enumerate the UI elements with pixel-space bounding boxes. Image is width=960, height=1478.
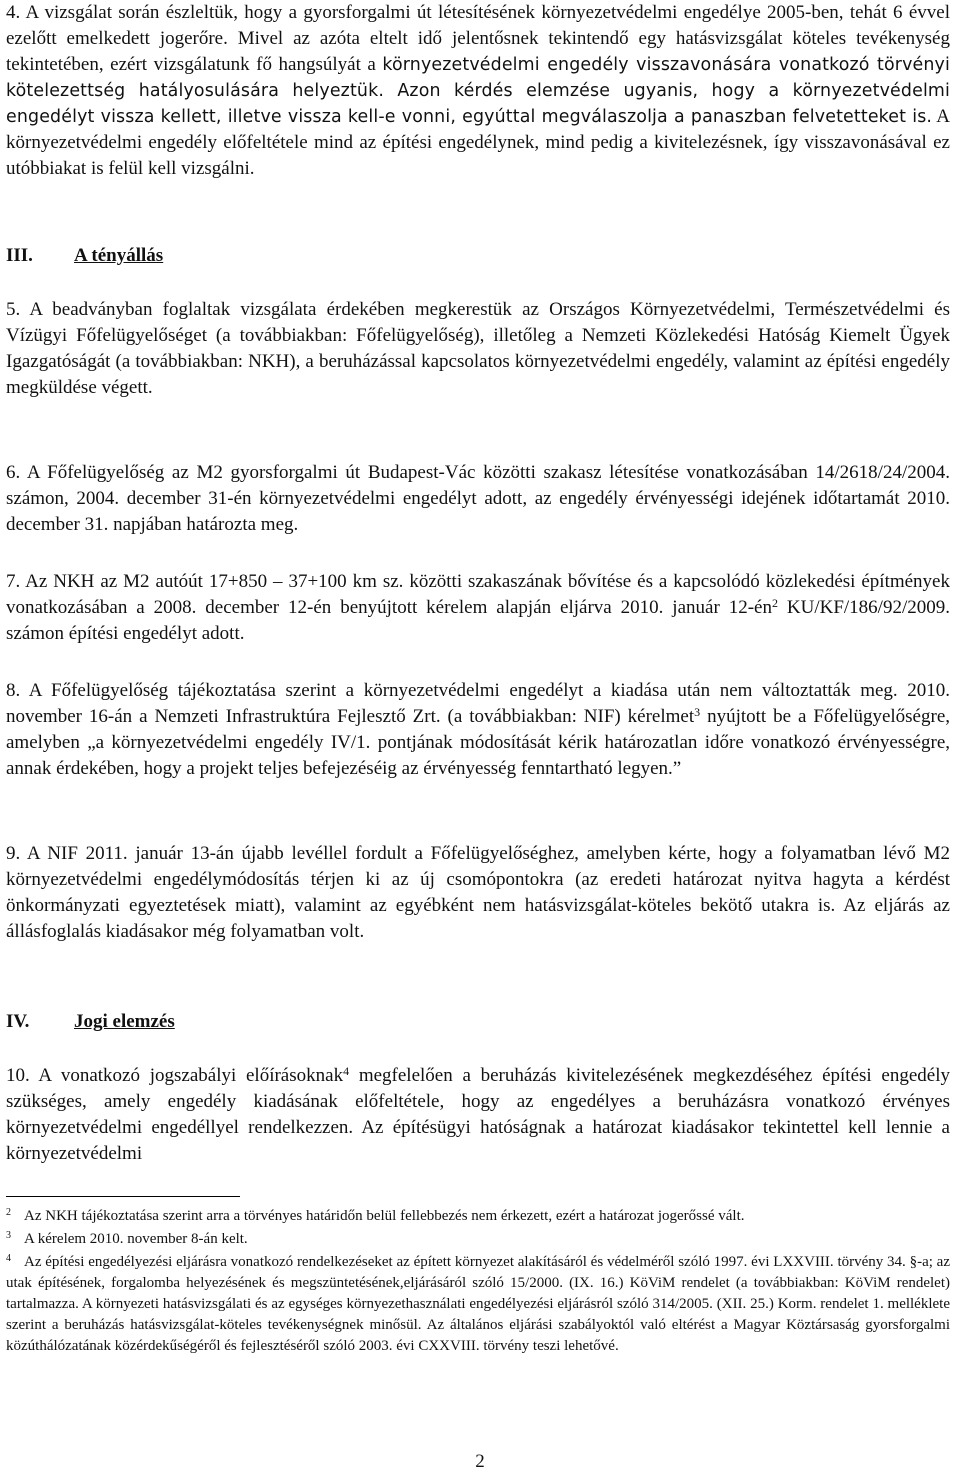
paragraph-8	[6, 678, 950, 782]
footnote-text: A kérelem 2010. november 8-án kelt.	[24, 1231, 248, 1247]
paragraph-10	[6, 1063, 950, 1167]
footnote-ref-2[interactable]: 2	[771, 596, 778, 610]
footnote-4: $^4$ Az építési engedélyezési eljárásra vonatkozó rendelkezéseket az épített környezet alakításáról és védelméről szóló 1997. évi LXXVIII. törvény 34. §-a; az utak építésének, forgalomba helyezésének és megszüntetésének,eljárásáról szóló 15/2000. (IX. 16.) KöViM rendelet (a továbbiakban: KöViM rendelet) tartalmazza. A környezeti hatásvizsgálati és az egységes környezethasználati engedélyezési eljárásról szóló 314/2005. (XII. 25.) Korm. rendelet 1. melléklete szerint a beruházás hatásvizsgálat-köteles tevékenységnek minősül. Az általános eljárási szabályoktól való eltérést a Magyar Köztársaság gyorsforgalmi közúthálózatának közérdekűségéről és fejlesztéséről szóló 2003. évi CXXVIII. törvény teszi lehetővé.	[6, 1253, 950, 1354]
paragraph-10-text-end: megfelelően a beruházás kivitelezésének megkezdéséhez építési engedély szükséges, amely engedély kiadásának előfeltétele, hogy az engedélyes a beruházásra vonatkozó érvényes környezetvédelmi engedéllyel rendelkezzen. Az építésügyi hatóságnak a határozat kiadásakor tekintettel kell lennie a környezetvédelmi	[6, 1065, 950, 1164]
section-number: III.	[6, 245, 33, 266]
paragraph-9: 9. A NIF 2011. január 13-án újabb levéllel fordult a Főfelügyelőséghez, amelyben kérte, hogy a folyamatban lévő M2 környezetvédelmi engedélymódosítás térjen ki az új csomópontokra (az eredeti határozat nyitva hagyta a kérdést önkormányzati egyeztetések miatt), valamint az egyébként nem hatásvizsgálat-köteles bekötő utakra is. Az eljárás az állásfoglalás kiadásakor még folyamatban volt.	[6, 843, 950, 942]
paragraph-4	[6, 0, 950, 182]
footnote-ref-4[interactable]: 4	[343, 1064, 350, 1078]
section-title: A tényállás	[74, 245, 164, 266]
footnote-text: Az NKH tájékoztatása szerint arra a törvényes határidőn belül fellebbezés nem érkezett, ezért a határozat jogerőssé vált.	[24, 1208, 745, 1224]
paragraph-7-text-end: KU/KF/186/92/2009. számon építési engedélyt adott.	[6, 597, 950, 644]
paragraph-4-conclusion: A környezetvédelmi engedély előfeltétele mind az építési engedélynek, mind pedig a kivitelezésnek, így visszavonásával ez utóbbiakat is felül kell vizsgálni.	[6, 106, 950, 179]
paragraph-4-emphasis: környezetvédelmi engedély visszavonására vonatkozó törvényi kötelezettség hatályosulására helyeztük.	[6, 55, 950, 101]
page-number: 2	[475, 1451, 485, 1472]
section-heading-iv	[6, 1009, 950, 1035]
section-title: Jogi elemzés	[74, 1011, 175, 1032]
footnote-2: $^2$ Az NKH tájékoztatása szerint arra a törvényes határidőn belül fellebbezés nem érkezett, ezért a határozat jogerőssé vált.	[6, 1207, 745, 1224]
paragraph-7	[6, 569, 950, 647]
paragraph-7-text: 7. Az NKH az M2 autóút 17+850 – 37+100 km sz. közötti szakaszának bővítése és a kapcsolódó közlekedési építmények vonatkozásában a 2008. december 12-én benyújtott kérelem alapján eljárva 2010. január 12-én	[6, 571, 950, 618]
section-heading-iii	[6, 243, 950, 269]
paragraph-4-question: Azon kérdés elemzése ugyanis, hogy a környezetvédelmi engedélyt vissza kellett, illetve vissza kell-e vonni, egyúttal megválaszolja a panaszban felvetetteket is.	[6, 81, 950, 127]
footnote-text: Az építési engedélyezési eljárásra vonatkozó rendelkezéseket az épített környezet alakításáról és védelméről szóló 1997. évi LXXVIII. törvény 34. §-a; az utak építésének, forgalomba helyezésének és megszüntetésének,eljárásáról szóló 15/2000. (IX. 16.) KöViM rendelet (a továbbiakban: KöViM rendelet) tartalmazza. A környezeti hatásvizsgálati és az egységes környezethasználati engedélyezési eljárásról szóló 314/2005. (XII. 25.) Korm. rendelet 1. melléklete szerint a beruházás hatásvizsgálat-köteles tevékenységnek minősül. Az általános eljárási szabályoktól való eltérést a Magyar Köztársaság gyorsforgalmi közúthálózatának közérdekűségéről és fejlesztéséről szóló 2003. évi CXXVIII. törvény teszi lehetővé.	[6, 1254, 950, 1354]
paragraph-5: 5. A beadványban foglaltak vizsgálata érdekében megkerestük az Országos Környezetvédelmi, Természetvédelmi és Vízügyi Főfelügyelőséget (a továbbiakban: Főfelügyelőség), illetőleg a Nemzeti Közlekedési Hatóság Kiemelt Ügyek Igazgatóságát (a továbbiakban: NKH), a beruházással kapcsolatos környezetvédelmi engedély, valamint az építési engedély megküldése végett.	[6, 299, 950, 398]
paragraph-8-text: 8. A Főfelügyelőség tájékoztatása szerint a környezetvédelmi engedélyt a kiadása után nem változtatták meg. 2010. november 16-án a Nemzeti Infrastruktúra Fejlesztő Zrt. (a továbbiakban: NIF) kérelmet	[6, 680, 950, 727]
footnote-3: $^3$ A kérelem 2010. november 8-án kelt.	[6, 1230, 248, 1247]
footnotes	[6, 1206, 950, 1357]
paragraph-10-text: 10. A vonatkozó jogszabályi előírásoknak	[6, 1065, 344, 1086]
paragraph-6: 6. A Főfelügyelőség az M2 gyorsforgalmi út Budapest-Vác közötti szakasz létesítése vonatkozásában 14/2618/24/2004. számon, 2004. december 31-én környezetvédelmi engedélyt adott, az engedély érvényességi idejének időtartamát 2010. december 31. napjában határozta meg.	[6, 462, 950, 535]
footnote-divider	[6, 1196, 240, 1197]
section-number: IV.	[6, 1011, 30, 1032]
footnote-ref-3[interactable]: 3	[694, 705, 701, 719]
paragraph-8-text-end: nyújtott be a Főfelügyelőségre, amelyben „a környezetvédelmi engedély IV/1. pontjának módosítását kérik határozatlan időre vonatkozó érvényességre, annak érdekében, hogy a projekt teljes befejezéséig az érvényesség fenntartható legyen.”	[6, 706, 950, 779]
paragraph-4-text: 4. A vizsgálat során észleltük, hogy a gyorsforgalmi út létesítésének környezetvédelmi engedélye 2005-ben, tehát 6 évvel ezelőtt emelkedett jogerőre. Mivel az azóta eltelt idő jelentősnek tekintendő egy hatásvizsgálat köteles tevékenység tekintetében, ezért vizsgálatunk fő hangsúlyát a	[6, 2, 950, 75]
